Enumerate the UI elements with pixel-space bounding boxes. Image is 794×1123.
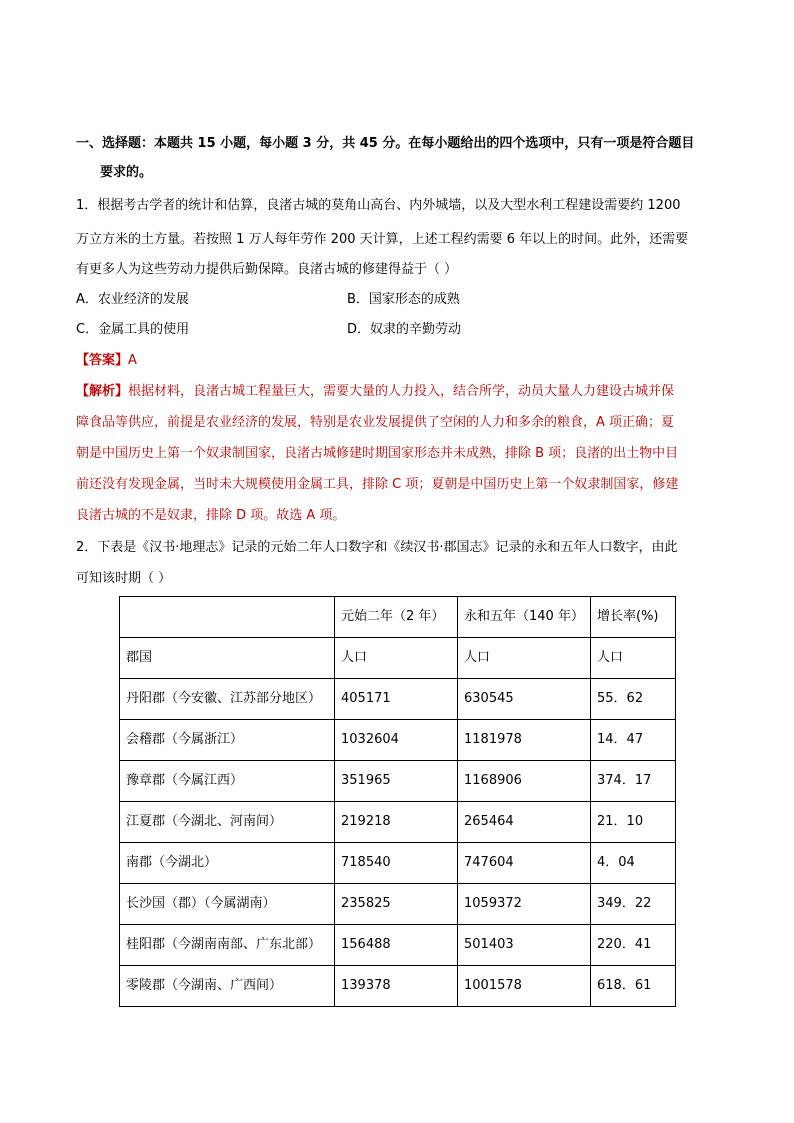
table-subheader-cell: 人口 <box>591 638 676 679</box>
table-cell: 219218 <box>335 802 458 843</box>
table-cell: 会稽郡（今属浙江） <box>120 720 335 761</box>
table-subheader-cell: 人口 <box>458 638 591 679</box>
q1-analysis-line-4: 前还没有发现金属，当时未大规模使用金属工具，排除 C 项；夏朝是中国历史上第一个奴隶制国家，修建 <box>76 477 679 492</box>
table-subheader-row <box>120 638 676 679</box>
table-cell: 235825 <box>335 884 458 925</box>
table-cell: 1181978 <box>458 720 591 761</box>
answer-value: A <box>128 353 137 368</box>
table-row <box>120 966 676 1007</box>
table-cell: 55．62 <box>591 679 676 720</box>
table-cell: 349．22 <box>591 884 676 925</box>
section-heading-line-1: 一、选择题：本题共 15 小题，每小题 3 分，共 45 分。在每小题给出的四个选项中，只有一项是符合题目 <box>76 136 695 151</box>
table-row <box>120 761 676 802</box>
q1-stem-line-2: 万立方米的土方量。若按照 1 万人每年劳作 200 天计算，上述工程约需要 6 年以上的时间。此外，还需要 <box>76 232 689 247</box>
table-header-cell: 增长率(%) <box>591 597 676 638</box>
q1-analysis-line-2: 障食品等供应，前提是农业经济的发展，特别是农业发展提供了空闲的人力和多余的粮食，A 项正确；夏 <box>76 415 675 430</box>
table-cell: 156488 <box>335 925 458 966</box>
table-cell: 630545 <box>458 679 591 720</box>
table-cell: 618．61 <box>591 966 676 1007</box>
table-subheader-cell: 郡国 <box>120 638 335 679</box>
table-cell: 139378 <box>335 966 458 1007</box>
table-cell: 桂阳郡（今湖南南部、广东北部） <box>120 925 335 966</box>
table-cell: 718540 <box>335 843 458 884</box>
table-header-cell <box>120 597 335 638</box>
q1-analysis-line-5: 良渚古城的不是奴隶，排除 D 项。故选 A 项。 <box>76 508 346 523</box>
table-cell: 14．47 <box>591 720 676 761</box>
table-cell: 丹阳郡（今安徽、江苏部分地区） <box>120 679 335 720</box>
table-cell: 747604 <box>458 843 591 884</box>
table-row <box>120 679 676 720</box>
table-row <box>120 843 676 884</box>
table-row <box>120 720 676 761</box>
table-cell: 220．41 <box>591 925 676 966</box>
table-cell: 豫章郡（今属江西） <box>120 761 335 802</box>
q1-answer <box>76 353 137 369</box>
table-cell: 4．04 <box>591 843 676 884</box>
q1-analysis-line-1 <box>76 384 674 400</box>
table-header-cell: 元始二年（2 年） <box>335 597 458 638</box>
table-cell: 1059372 <box>458 884 591 925</box>
q1-option-c: C．金属工具的使用 <box>76 322 190 337</box>
table-cell: 南郡（今湖北） <box>120 843 335 884</box>
table-header-cell: 永和五年（140 年） <box>458 597 591 638</box>
analysis-label: 【解析】 <box>76 384 129 399</box>
table-cell: 江夏郡（今湖北、河南间） <box>120 802 335 843</box>
table-row <box>120 802 676 843</box>
q1-stem-line-1: 1．根据考古学者的统计和估算，良渚古城的莫角山高台、内外城墙，以及大型水利工程建设需要约 1200 <box>76 198 681 213</box>
section-heading-line-2: 要求的。 <box>100 165 153 180</box>
population-table <box>119 596 676 1007</box>
table-cell: 21．10 <box>591 802 676 843</box>
table-cell: 374．17 <box>591 761 676 802</box>
q1-option-d: D．奴隶的辛勤劳动 <box>347 322 462 337</box>
table-subheader-cell: 人口 <box>335 638 458 679</box>
table-cell: 1032604 <box>335 720 458 761</box>
table-cell: 长沙国（郡）（今属湖南） <box>120 884 335 925</box>
table-cell: 501403 <box>458 925 591 966</box>
table-row <box>120 884 676 925</box>
answer-label: 【答案】 <box>76 353 129 368</box>
q1-stem-line-3: 有更多人为这些劳动力提供后勤保障。良渚古城的修建得益于（ ） <box>76 262 458 277</box>
table-cell: 1168906 <box>458 761 591 802</box>
table-cell: 351965 <box>335 761 458 802</box>
table-cell: 405171 <box>335 679 458 720</box>
table-header-row <box>120 597 676 638</box>
q1-option-b: B．国家形态的成熟 <box>347 292 460 307</box>
table-cell: 265464 <box>458 802 591 843</box>
q2-stem-line-2: 可知该时期（ ） <box>76 571 172 586</box>
q1-option-a: A．农业经济的发展 <box>76 292 189 307</box>
table-row <box>120 925 676 966</box>
analysis-text-1: 根据材料，良渚古城工程量巨大，需要大量的人力投入，结合所学，动员大量人力建设古城并保 <box>128 384 675 399</box>
q1-analysis-line-3: 朝是中国历史上第一个奴隶制国家，良渚古城修建时期国家形态并未成熟，排除 B 项；良渚的出土物中目 <box>76 446 679 461</box>
table-cell: 零陵郡（今湖南、广西间） <box>120 966 335 1007</box>
q2-stem-line-1: 2．下表是《汉书·地理志》记录的元始二年人口数字和《续汉书·郡国志》记录的永和五年人口数字，由此 <box>76 540 678 555</box>
table-cell: 1001578 <box>458 966 591 1007</box>
